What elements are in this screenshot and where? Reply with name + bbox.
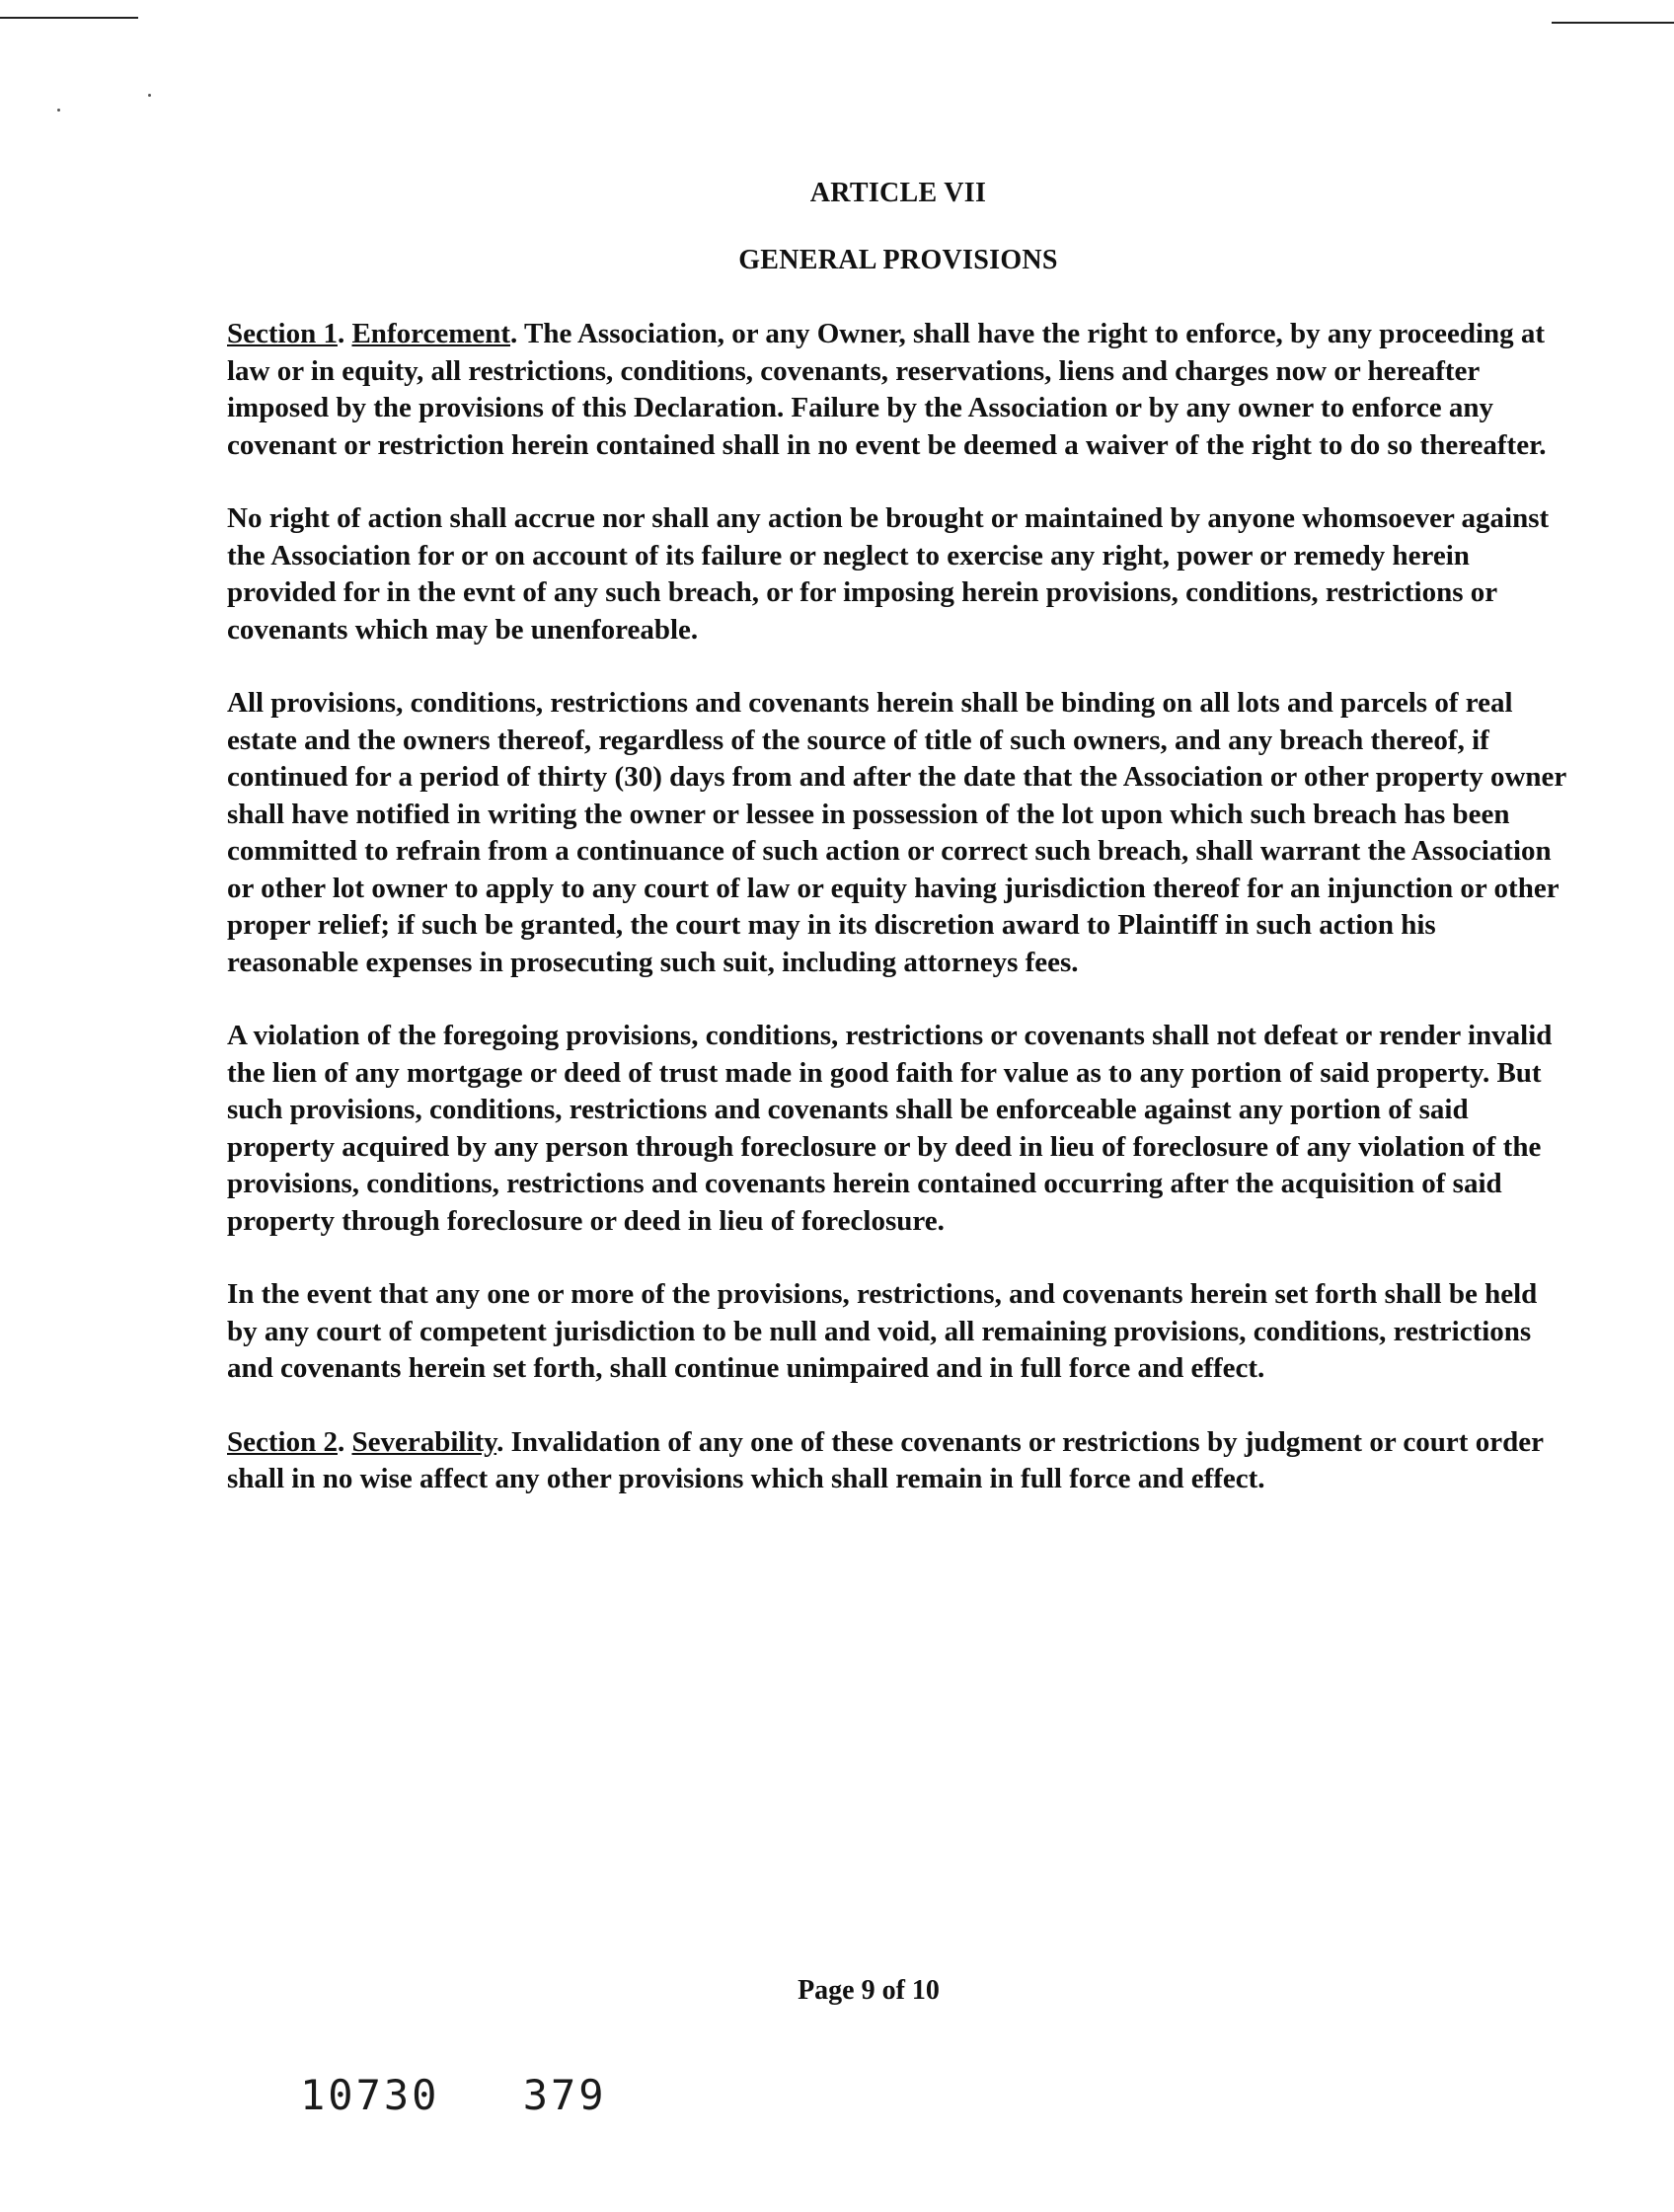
recording-stamp — [300, 2071, 607, 2119]
document-page — [227, 168, 1569, 1535]
stamp-page-number: 379 — [522, 2071, 607, 2119]
section-2-text: . Invalidation of any one of these covenants or restrictions by judgment or court order shall in no wise affect any other provisions which shall remain in full force and effect. — [227, 1425, 1544, 1494]
section-1-label: Section 1 — [227, 318, 338, 349]
paragraph-no-right-of-action: No right of action shall accrue nor shall any action be brought or maintained by anyone whomsoever against the Association for or on account of its failure or neglect to exercise any right, power or remedy herein provided for in the evnt of any such breach, or for imposing herein provisions, conditions, restrictions or covenants which may be unenforeable. — [227, 502, 1550, 646]
section-2-heading: Severability — [351, 1425, 497, 1458]
paragraph-null-and-void: In the event that any one or more of the provisions, restrictions, and covenants herein set forth shall be held by any court of competent jurisdiction to be null and void, all remaining provisions, conditions, restrictions and covenants herein set forth, shall continue unimpaired and in full force and effect. — [227, 1278, 1538, 1384]
article-title: ARTICLE VII — [809, 178, 987, 208]
section-1-heading: Enforcement — [351, 318, 511, 349]
section-1-paragraph: Section 1. Enforcement. The Association, or any Owner, shall have the right to enforce, by any proceeding at law or in equity, all restrictions, conditions, covenants, reservations, liens and charges now or hereafter imposed by the provisions of this Declaration. Failure by the Association or by any owner to enforce any covenant or restriction herein contained shall in no event be deemed a waiver of the right to do so thereafter. — [227, 318, 1547, 461]
scan-speck — [148, 94, 151, 97]
scan-speck — [57, 109, 60, 112]
section-1-text: . The Association, or any Owner, shall have the right to enforce, by any proceeding at law or in equity, all restrictions, conditions, covenants, reservations, liens and charges now or hereafter imposed by the provisions of this Declaration. Failure by the Association or by any owner to enforce any covenant or restriction herein contained shall in no event be deemed a waiver of the right to do so thereafter. — [227, 318, 1547, 461]
section-2-label: Section 2 — [227, 1425, 338, 1458]
section-2-paragraph: Section 2. Severability. Invalidation of any one of these covenants or restrictions by judgment or court order shall in no wise affect any other provisions which shall remain in full force and effect. — [227, 1425, 1544, 1494]
scan-edge-line-right — [1552, 22, 1674, 24]
scan-edge-line-left — [0, 17, 138, 19]
stamp-book-number: 10730 — [300, 2071, 440, 2119]
article-subtitle: GENERAL PROVISIONS — [738, 245, 1058, 275]
paragraph-mortgage-violation: A violation of the foregoing provisions, conditions, restrictions or covenants shall not defeat or render invalid the lien of any mortgage or deed of trust made in good faith for value as to any portion of said property. But such provisions, conditions, restrictions and covenants shall be enforceable against any portion of said property acquired by any person through foreclosure or by deed in lieu of foreclosure of any violation of the provisions, conditions, restrictions and covenants herein contained occurring after the acquisition of said property through foreclosure or deed in lieu of foreclosure. — [227, 1020, 1553, 1237]
paragraph-binding-provisions: All provisions, conditions, restrictions and covenants herein shall be binding on all lots and parcels of real estate and the owners thereof, regardless of the source of title of such owners, and any breach thereof, if continued for a period of thirty (30) days from and after the date that the Association or other property owner shall have notified in writing the owner or lessee in possession of the lot upon which such breach has been committed to refrain from a continuance of such action or correct such breach, shall warrant the Association or other lot owner to apply to any court of law or equity having jurisdiction thereof for an injunction or other proper relief; if such be granted, the court may in its discretion award to Plaintiff in such action his reasonable expenses in prosecuting such suit, including attorneys fees. — [227, 687, 1566, 978]
page-number-footer: Page 9 of 10 — [798, 1975, 940, 2006]
